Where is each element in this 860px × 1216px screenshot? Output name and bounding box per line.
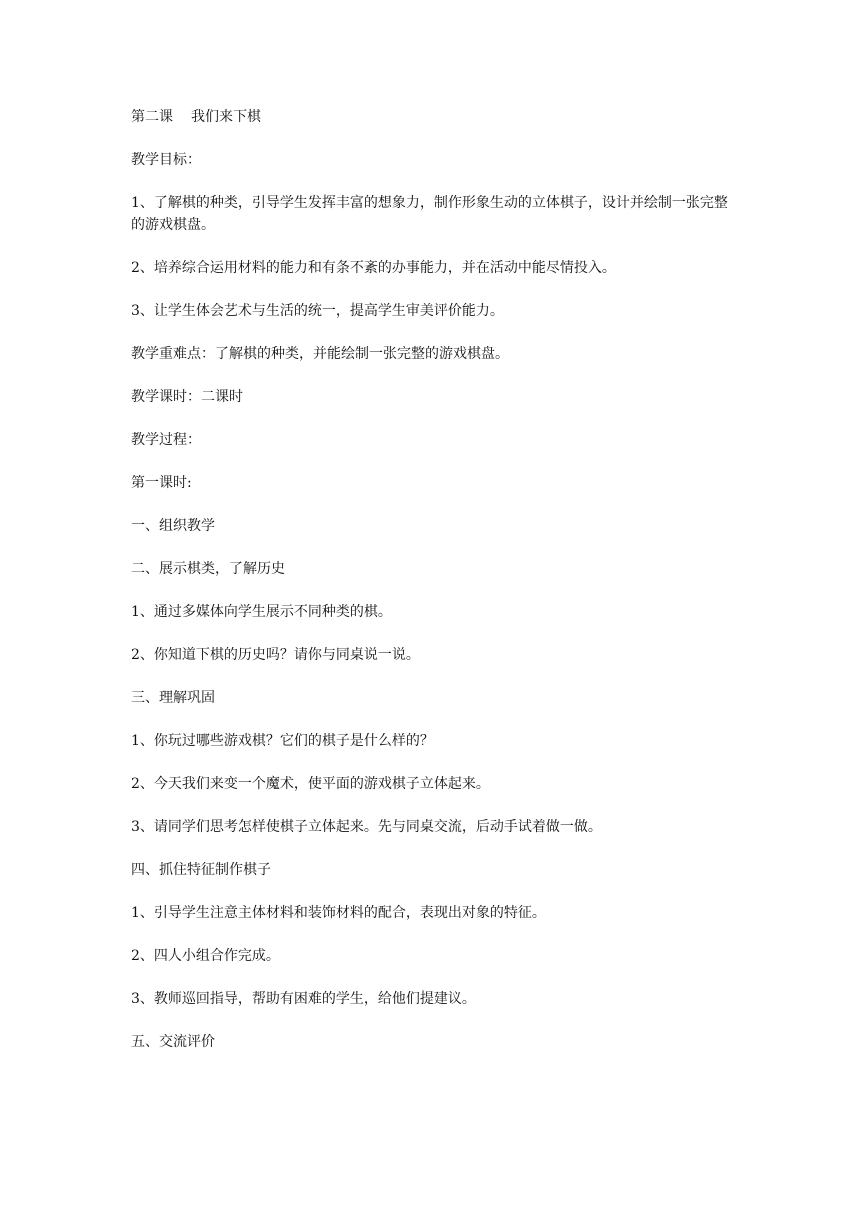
- document-body: [131, 106, 741, 1074]
- section-4-item-2: 2、四人小组合作完成。: [131, 948, 280, 964]
- section-4-item-1: 1、引导学生注意主体材料和装饰材料的配合，表现出对象的特征。: [131, 905, 546, 921]
- lesson-number: 第二课: [131, 109, 173, 125]
- section-2-heading: 二、展示棋类，了解历史: [131, 561, 285, 577]
- heading-teaching-goals: 教学目标：: [131, 152, 201, 168]
- section-3-item-3: 3、请同学们思考怎样使棋子立体起来。先与同桌交流，后动手试着做一做。: [131, 819, 602, 835]
- section-3-item-1: 1、你玩过哪些游戏棋？它们的棋子是什么样的？: [131, 733, 434, 749]
- lesson-title: [131, 106, 741, 128]
- section-2-item-1: 1、通过多媒体向学生展示不同种类的棋。: [131, 604, 392, 620]
- section-5-heading: 五、交流评价: [131, 1034, 215, 1050]
- heading-teaching-process: 教学过程：: [131, 432, 201, 448]
- heading-first-lesson: 第一课时:: [131, 475, 192, 491]
- key-difficulties: 教学重难点：了解棋的种类，并能绘制一张完整的游戏棋盘。: [131, 346, 509, 362]
- section-2-item-2: 2、你知道下棋的历史吗？请你与同桌说一说。: [131, 647, 420, 663]
- section-3-item-2: 2、今天我们来变一个魔术，使平面的游戏棋子立体起来。: [131, 776, 490, 792]
- section-3-heading: 三、理解巩固: [131, 690, 215, 706]
- section-4-heading: 四、抓住特征制作棋子: [131, 862, 271, 878]
- class-hours: 教学课时：二课时: [131, 389, 243, 405]
- goal-item-3: 3、让学生体会艺术与生活的统一，提高学生审美评价能力。: [131, 303, 504, 319]
- lesson-name: 我们来下棋: [191, 109, 261, 125]
- goal-item-1: 1、了解棋的种类，引导学生发挥丰富的想象力，制作形象生动的立体棋子，设计并绘制一张完整的游戏棋盘。: [131, 195, 728, 233]
- section-4-item-3: 3、教师巡回指导，帮助有困难的学生，给他们提建议。: [131, 991, 476, 1007]
- section-1-heading: 一、组织教学: [131, 518, 215, 534]
- goal-item-2: 2、培养综合运用材料的能力和有条不紊的办事能力，并在活动中能尽情投入。: [131, 260, 616, 276]
